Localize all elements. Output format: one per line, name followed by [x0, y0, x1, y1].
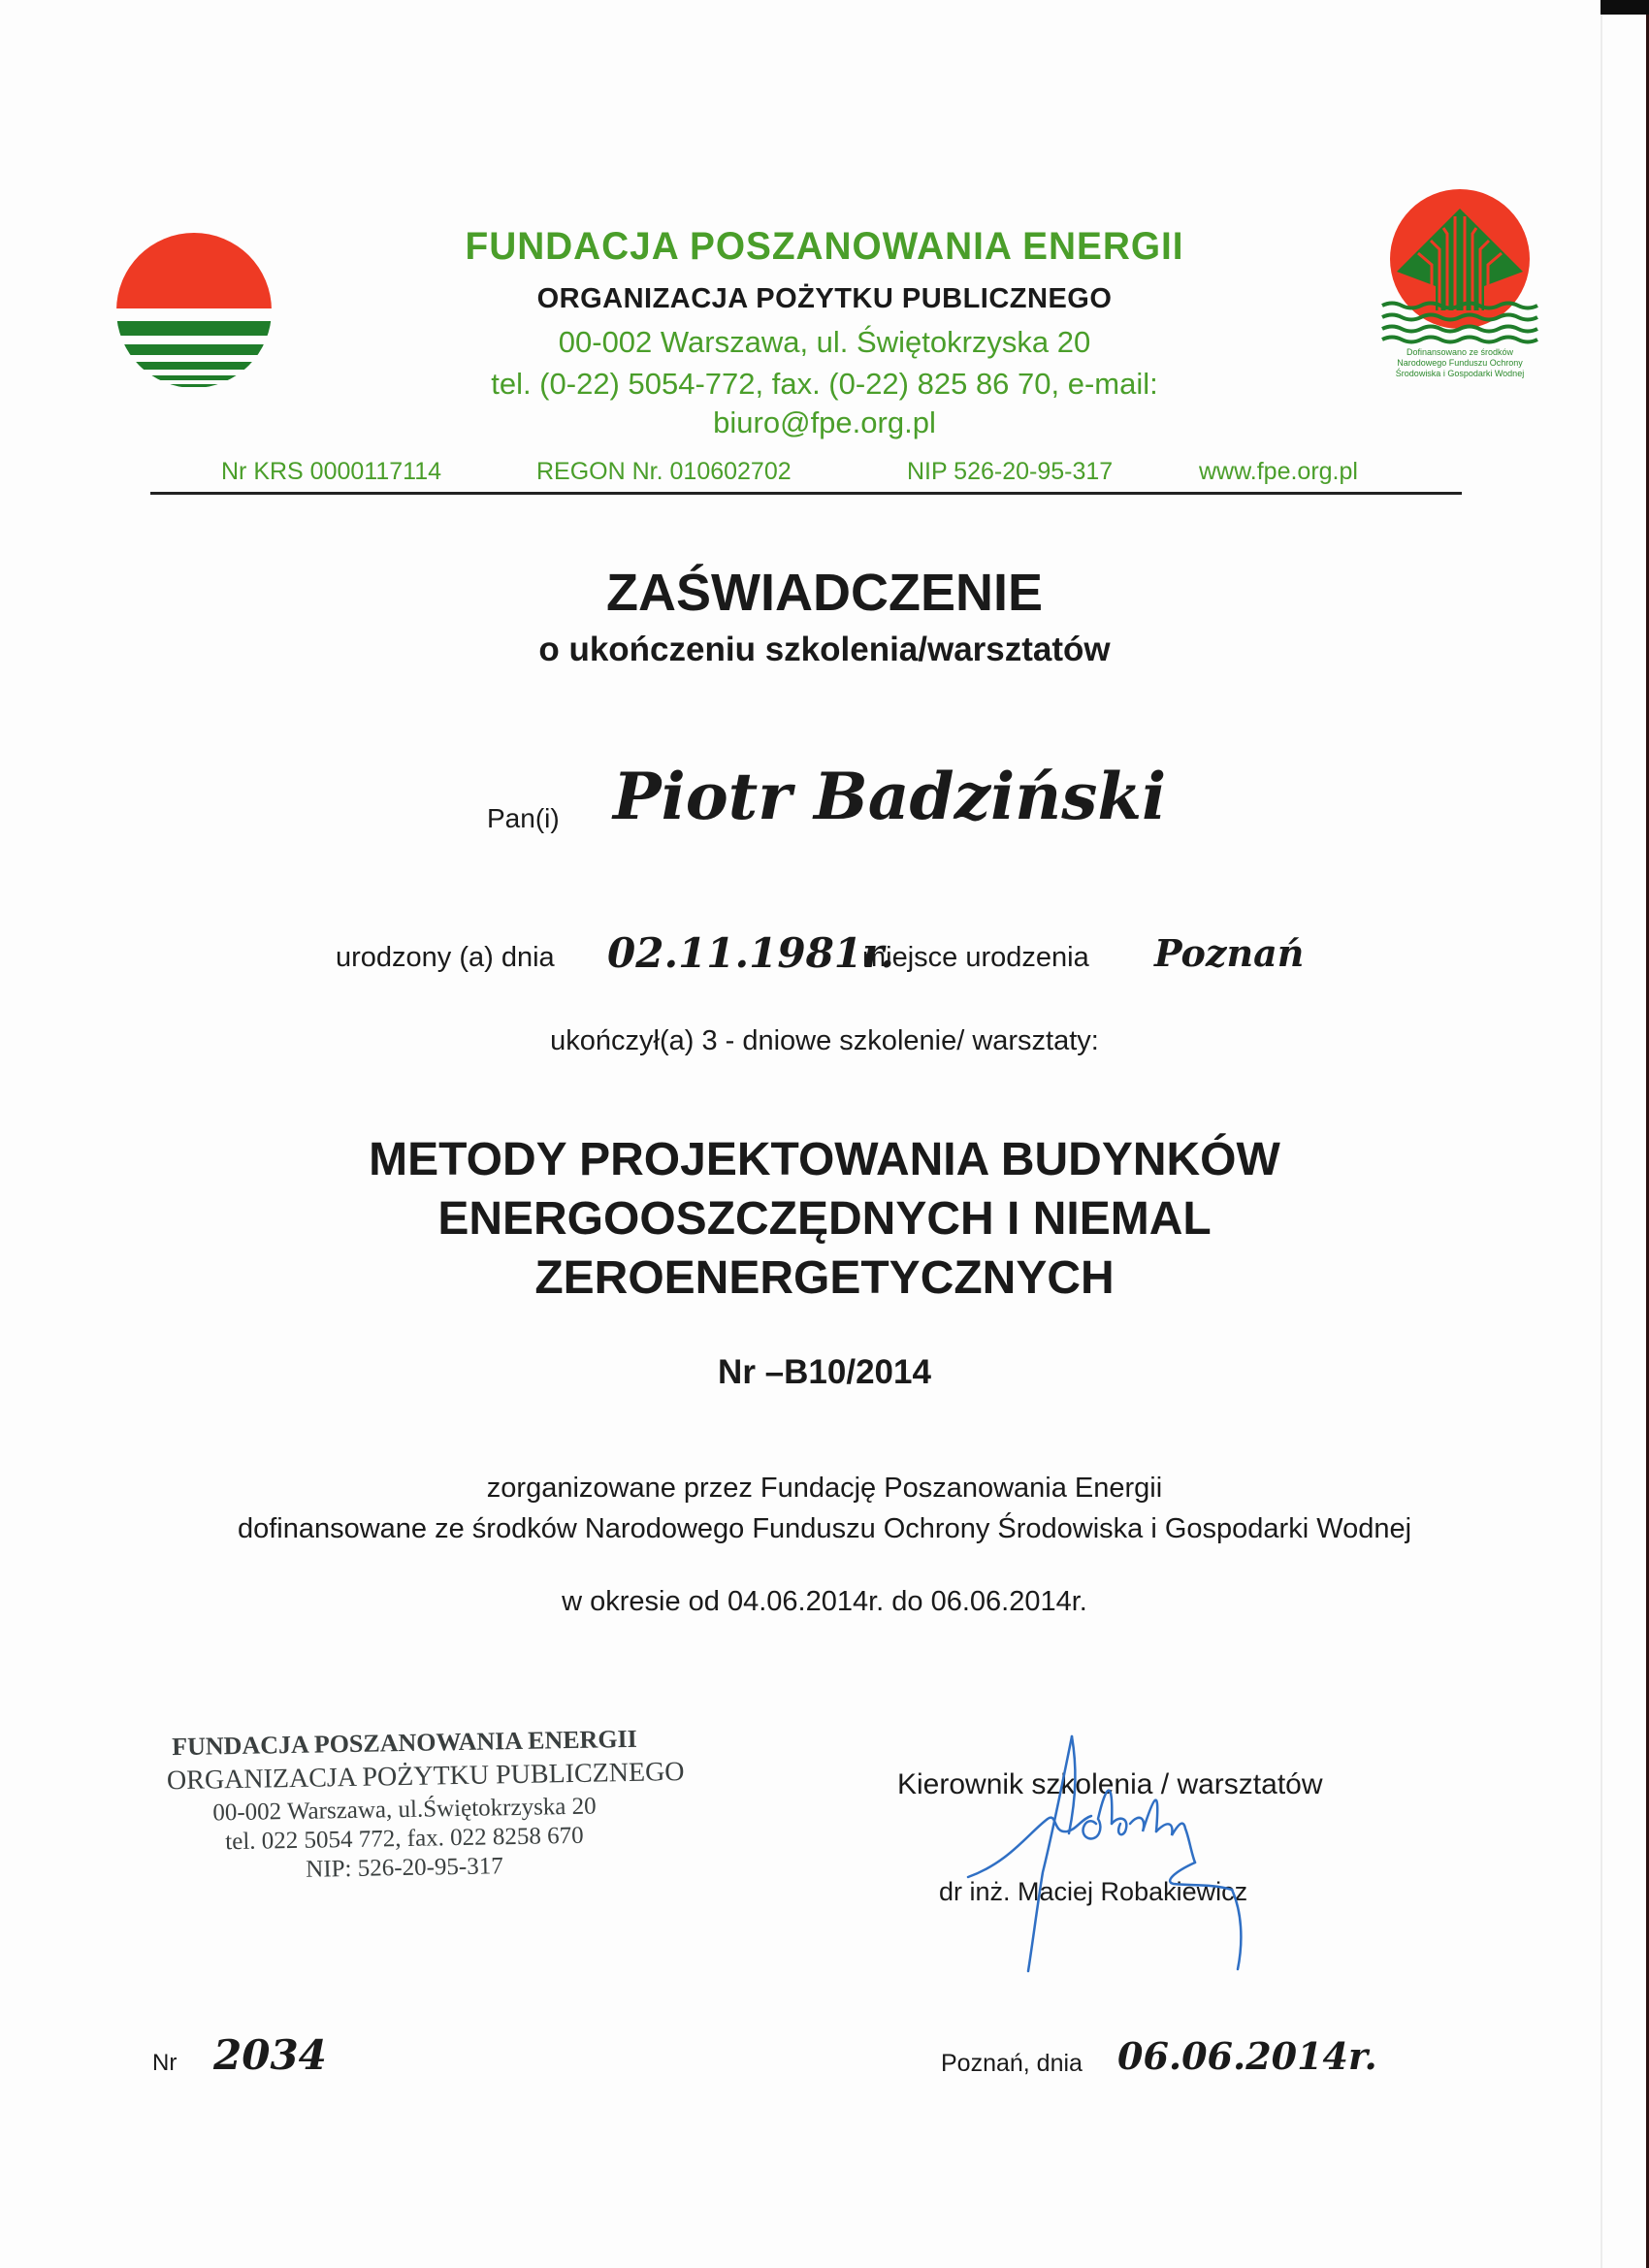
signatory-name: dr inż. Maciej Robakiewicz	[939, 1877, 1248, 1906]
funded-by: dofinansowane ze środków Narodowego Funduszu Ochrony Środowiska i Gospodarki Wodnej	[237, 1513, 1412, 1544]
course-title-line: METODY PROJEKTOWANIA BUDYNKÓW	[369, 1134, 1280, 1185]
scan-artifact	[1600, 0, 1649, 15]
org-contact: tel. (0-22) 5054-772, fax. (0-22) 825 86 70, e-mail:	[491, 367, 1158, 401]
header-divider	[150, 492, 1462, 495]
issue-place-label: Poznań, dnia	[941, 2050, 1083, 2077]
certificate-nr-label: Nr	[152, 2050, 178, 2076]
certificate-number: 2034	[213, 2031, 327, 2079]
stamp-line: ORGANIZACJA POŻYTKU PUBLICZNEGO	[166, 1756, 685, 1797]
org-name: FUNDACJA POSZANOWANIA ENERGII	[465, 225, 1184, 268]
stamp-line: 00-002 Warszawa, ul.Świętokrzyska 20	[212, 1793, 597, 1827]
org-address: 00-002 Warszawa, ul. Świętokrzyska 20	[558, 325, 1091, 359]
org-subtitle: ORGANIZACJA POŻYTKU PUBLICZNEGO	[536, 283, 1113, 314]
nfosigw-caption-line: Dofinansowano ze środków	[1406, 347, 1514, 357]
handwritten-signature	[931, 1727, 1319, 1979]
nfosigw-caption-line: Środowiska i Gospodarki Wodnej	[1395, 369, 1525, 378]
course-title	[0, 1130, 1649, 1308]
org-email[interactable]: biuro@fpe.org.pl	[713, 405, 936, 439]
krs-number: Nr KRS 0000117114	[221, 458, 442, 485]
completed-text: ukończył(a) 3 - dniowe szkolenie/ warsztaty:	[550, 1025, 1099, 1056]
signatory-role: Kierownik szkolenia / warsztatów	[897, 1768, 1323, 1800]
stamp-line: FUNDACJA POSZANOWANIA ENERGII	[171, 1724, 638, 1762]
issue-date: 06.06.2014r.	[1117, 2034, 1377, 2078]
birthplace-label: miejsce urodzenia	[862, 942, 1089, 973]
organization-stamp	[166, 1724, 685, 1883]
document-subtitle: o ukończeniu szkolenia/warsztatów	[538, 631, 1111, 668]
born-label: urodzony (a) dnia	[336, 942, 555, 973]
birth-date: 02.11.1981r.	[607, 929, 894, 977]
nfosigw-caption-line: Narodowego Funduszu Ochrony	[1397, 358, 1523, 368]
nip-number: NIP 526-20-95-317	[907, 458, 1114, 485]
course-title-line: ZEROENERGETYCZNYCH	[534, 1252, 1115, 1304]
course-title-line: ENERGOOSZCZĘDNYCH I NIEMAL	[437, 1193, 1212, 1245]
regon-number: REGON Nr. 010602702	[536, 458, 792, 485]
stamp-line: NIP: 526-20-95-317	[306, 1853, 503, 1883]
website-link[interactable]: www.fpe.org.pl	[1199, 458, 1358, 485]
birthplace: Poznań	[1154, 931, 1305, 975]
pan-label: Pan(i)	[487, 803, 560, 833]
organized-by: zorganizowane przez Fundację Poszanowania Energii	[486, 1473, 1163, 1504]
recipient-name: Piotr Badziński	[613, 759, 1167, 834]
training-period: w okresie od 04.06.2014r. do 06.06.2014r.	[562, 1586, 1087, 1617]
course-number: Nr –B10/2014	[718, 1353, 931, 1391]
document-title: ZAŚWIADCZENIE	[606, 564, 1043, 622]
stamp-line: tel. 022 5054 772, fax. 022 8258 670	[225, 1822, 584, 1856]
